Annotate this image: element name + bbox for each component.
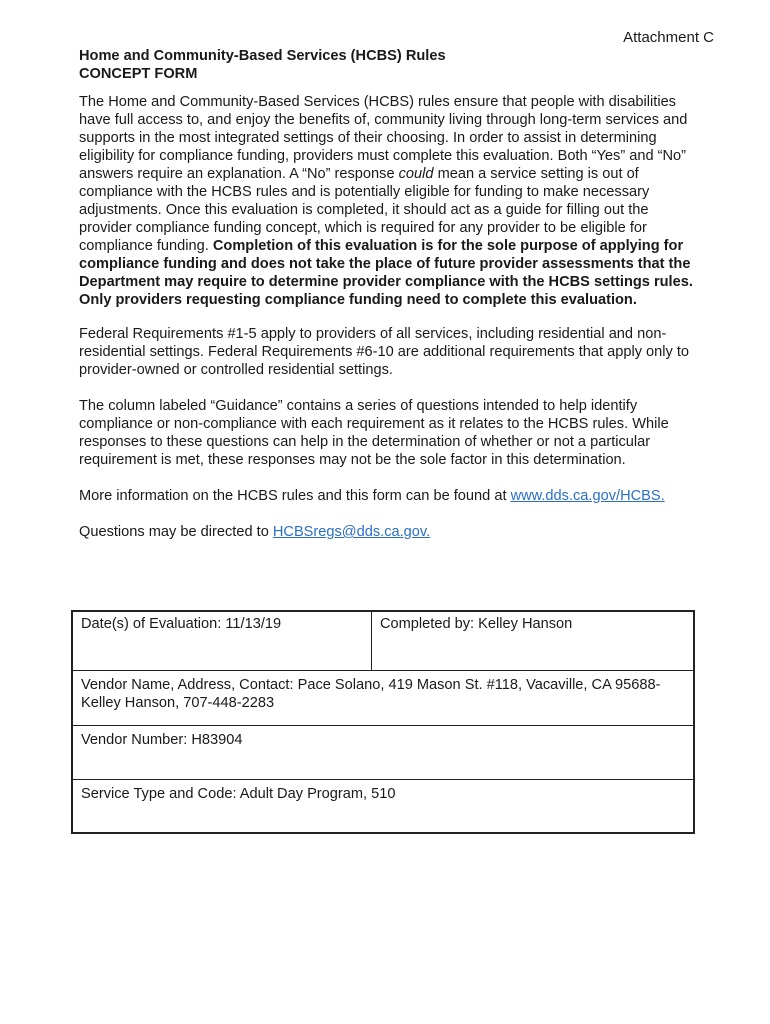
intro-paragraph [79, 93, 694, 309]
table-row [72, 726, 694, 780]
attachment-label: Attachment C [623, 29, 714, 46]
questions-text: Questions may be directed to [79, 524, 273, 540]
document-body [79, 47, 694, 559]
intro-bold: Completion of this evaluation is for the sole purpose of applying for compliance funding and does not take the place of future provider assessments that the Department may require to determine provider compliance with the HCBS settings rules. Only providers requesting compliance funding need to complete this evaluation. [79, 238, 693, 308]
federal-requirements-paragraph: Federal Requirements #1-5 apply to providers of all services, including residential and non-residential settings. Federal Requirements #6-10 are additional requirements that apply only to provider-owned or controlled residential settings. [79, 326, 690, 378]
hcbs-website-link[interactable]: www.dds.ca.gov/HCBS. [510, 488, 665, 504]
table-row [72, 780, 694, 834]
guidance-paragraph: The column labeled “Guidance” contains a series of questions intended to help identify compliance or non-compliance with each requirement as it relates to the HCBS rules. While responses to these questions can help in the determination of whether or not a particular requirement is met, these responses may not be the sole factor in this determination. [79, 398, 669, 468]
evaluation-info-table [71, 610, 695, 834]
document-title: Home and Community-Based Services (HCBS) Rules [79, 48, 446, 64]
vendor-info-cell: Vendor Name, Address, Contact: Pace Solano, 419 Mason St. #118, Vacaville, CA 95688- Kelley Hanson, 707-448-2283 [72, 671, 694, 726]
intro-italic: could [398, 166, 434, 182]
hcbs-email-link[interactable]: HCBSregs@dds.ca.gov. [272, 524, 431, 540]
table-row [72, 611, 694, 671]
more-info-paragraph [79, 487, 694, 505]
table-row [72, 671, 694, 726]
evaluation-dates-cell: Date(s) of Evaluation: 11/13/19 [72, 611, 372, 671]
more-info-text: More information on the HCBS rules and this form can be found at [79, 488, 511, 504]
questions-paragraph [79, 523, 694, 541]
completed-by-cell: Completed by: Kelley Hanson [372, 611, 695, 671]
service-type-cell: Service Type and Code: Adult Day Program, 510 [72, 780, 694, 834]
document-subtitle: CONCEPT FORM [79, 66, 198, 82]
intro-text-part1: The Home and Community-Based Services (HCBS) rules ensure that people with disabilities have full access to, and enjoy the benefits of, community living through long-term services and supports in the most integrated settings of their choosing. In order to assist in determining eligibility for compliance funding, providers must complete this evaluation. Both “Yes” and “No” answers require an explanation. A “No” response [79, 94, 688, 182]
intro-text-part2: mean a service setting is out of compliance with the HCBS rules and is potentially eligible for funding to make necessary adjustments. Once this evaluation is completed, it should act as a guide for filling out the provider compliance funding concept, which is required for any provider to be eligible for compliance funding. [79, 166, 650, 254]
vendor-number-cell: Vendor Number: H83904 [72, 726, 694, 780]
